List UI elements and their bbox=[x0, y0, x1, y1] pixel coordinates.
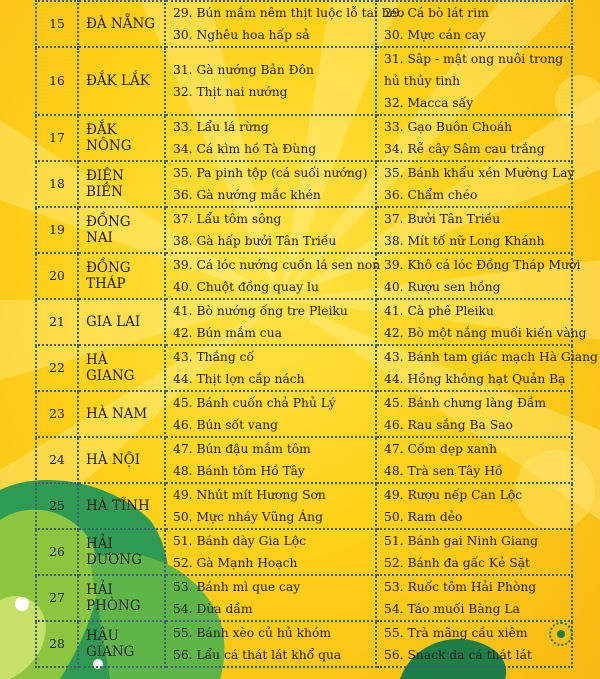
row-number-text: 19 bbox=[49, 223, 65, 237]
product-item: 35. Bánh khẩu xén Mường Lay bbox=[384, 166, 575, 180]
province-name bbox=[78, 529, 165, 575]
product-cell bbox=[376, 575, 572, 621]
dish-item: 38. Gà hấp bưởi Tân Triều bbox=[173, 234, 337, 248]
row-number-text: 24 bbox=[49, 453, 65, 467]
dish-cell bbox=[165, 575, 376, 621]
table-row bbox=[36, 1, 572, 47]
product-item: 47. Cốm dẹp xanh bbox=[384, 442, 498, 456]
province-name bbox=[78, 483, 165, 529]
product-cell bbox=[376, 1, 572, 47]
province-name bbox=[78, 1, 165, 47]
dish-cell bbox=[165, 299, 376, 345]
province-name-text: ĐỒNG NAI bbox=[86, 214, 131, 246]
product-item: 34. Rễ cây Sâm cau trắng bbox=[384, 142, 545, 156]
province-name-text: ĐẮK LẮK bbox=[86, 73, 150, 89]
product-item: 54. Táo muối Bàng La bbox=[384, 602, 520, 616]
dish-item: 34. Cá kìm hồ Tà Đùng bbox=[173, 142, 317, 156]
table-body bbox=[36, 1, 598, 667]
table-row bbox=[36, 207, 572, 253]
product-item: 33. Gạo Buôn Choáh bbox=[384, 120, 513, 134]
product-item: 39. Khô cá lóc Đồng Tháp Mười bbox=[384, 258, 581, 272]
product-item: 52. Bánh đa gấc Kẻ Sặt bbox=[384, 556, 530, 570]
product-item: 42. Bò một nắng muối kiến vàng bbox=[384, 326, 587, 340]
province-name bbox=[78, 621, 165, 667]
dish-item: 42. Bún mắm cua bbox=[173, 326, 282, 340]
dish-cell bbox=[165, 345, 376, 391]
province-name-text: GIA LAI bbox=[86, 314, 141, 330]
row-number-text: 20 bbox=[49, 269, 65, 283]
dish-item: 47. Bún đậu mắm tôm bbox=[173, 442, 311, 456]
dish-cell bbox=[165, 253, 381, 299]
province-name bbox=[78, 207, 165, 253]
dish-item: 44. Thịt lợn cắp nách bbox=[173, 372, 305, 386]
product-cell bbox=[376, 115, 572, 161]
table-row bbox=[36, 115, 572, 161]
product-item: 51. Bánh gai Ninh Giang bbox=[384, 534, 538, 548]
dish-item: 52. Gà Mạnh Hoạch bbox=[173, 556, 298, 570]
row-number bbox=[36, 1, 78, 47]
table-row bbox=[36, 483, 572, 529]
province-name-text: HÀ TĨNH bbox=[86, 498, 150, 514]
dish-cell bbox=[165, 1, 405, 47]
row-number bbox=[36, 161, 78, 207]
table-row bbox=[36, 437, 572, 483]
product-cell bbox=[376, 621, 572, 667]
table-row bbox=[36, 621, 572, 667]
product-item: 41. Cà phê Pleiku bbox=[384, 304, 494, 318]
province-name-text: ĐỒNG THÁP bbox=[86, 260, 131, 292]
product-cell bbox=[376, 391, 572, 437]
product-cell bbox=[376, 437, 572, 483]
specialty-table-wrapper bbox=[35, 0, 598, 662]
province-name-text: HẢI DƯƠNG bbox=[86, 536, 142, 568]
product-cell bbox=[376, 345, 598, 391]
dish-item: 36. Gà nướng mắc khén bbox=[173, 188, 321, 202]
table-row bbox=[36, 47, 572, 115]
dish-item: 41. Bò nướng ống tre Pleiku bbox=[173, 304, 348, 318]
table-row bbox=[36, 345, 572, 391]
province-name-text: HÀ NAM bbox=[86, 406, 148, 422]
dish-item: 32. Thịt nai nướng bbox=[173, 85, 288, 99]
product-item: 38. Mít tố nữ Long Khánh bbox=[384, 234, 545, 248]
province-name bbox=[78, 345, 165, 391]
row-number bbox=[36, 437, 78, 483]
row-number bbox=[36, 299, 78, 345]
row-number-text: 23 bbox=[49, 407, 65, 421]
table-row bbox=[36, 253, 572, 299]
province-name bbox=[78, 391, 165, 437]
product-item: 53. Ruốc tôm Hải Phòng bbox=[384, 580, 537, 594]
dish-cell bbox=[165, 115, 376, 161]
dish-item: 31. Gà nướng Bản Đôn bbox=[173, 63, 314, 77]
dish-cell bbox=[165, 437, 376, 483]
row-number-text: 22 bbox=[49, 361, 65, 375]
dish-item: 35. Pa pinh tộp (cá suối nướng) bbox=[173, 166, 368, 180]
product-item: 32. Macca sấy bbox=[384, 96, 474, 110]
product-item: 48. Trà sen Tây Hồ bbox=[384, 464, 503, 478]
row-number-text: 25 bbox=[49, 499, 65, 513]
province-name-text: HÀ GIANG bbox=[86, 352, 135, 384]
province-name-text: HẬU GIANG bbox=[86, 628, 135, 660]
dish-item: 45. Bánh cuốn chả Phủ Lý bbox=[173, 396, 336, 410]
dish-cell bbox=[165, 161, 376, 207]
product-cell bbox=[376, 253, 581, 299]
dish-item: 33. Lẩu lá rừng bbox=[173, 120, 269, 134]
dish-item: 40. Chuột đồng quay lu bbox=[173, 280, 319, 294]
dish-item: 37. Lẩu tôm sông bbox=[173, 212, 282, 226]
product-item: 36. Chẩm chéo bbox=[384, 188, 478, 202]
product-item: 50. Ram dẻo bbox=[384, 510, 463, 524]
dish-cell bbox=[165, 621, 376, 667]
product-item: 46. Rau sắng Ba Sao bbox=[384, 418, 513, 432]
corner-circle-icon bbox=[549, 622, 573, 646]
table-row bbox=[36, 391, 572, 437]
province-name bbox=[78, 161, 165, 207]
province-name bbox=[78, 299, 165, 345]
province-name-text: HÀ NỘI bbox=[86, 452, 141, 468]
row-number bbox=[36, 253, 78, 299]
product-item: 56. Snack da cá thát lát bbox=[384, 648, 532, 662]
dish-item: 49. Nhút mít Hương Sơn bbox=[173, 488, 326, 502]
product-item: 44. Hồng không hạt Quản Bạ bbox=[384, 372, 566, 386]
province-name-text: ĐẮK NÔNG bbox=[86, 122, 132, 154]
row-number-text: 28 bbox=[49, 637, 65, 651]
row-number-text: 17 bbox=[49, 131, 65, 145]
row-number bbox=[36, 391, 78, 437]
table-row bbox=[36, 529, 572, 575]
dish-item: 30. Nghêu hoa hấp sả bbox=[173, 28, 310, 42]
product-item: 49. Rượu nếp Can Lộc bbox=[384, 488, 523, 502]
row-number bbox=[36, 207, 78, 253]
row-number bbox=[36, 529, 78, 575]
dish-item: 54. Dừa dầm bbox=[173, 602, 253, 616]
province-name-text: ĐIỆN BIÊN bbox=[86, 168, 124, 200]
row-number-text: 18 bbox=[49, 177, 65, 191]
table-row bbox=[36, 575, 572, 621]
province-name-text: HẢI PHÒNG bbox=[86, 582, 141, 614]
province-name bbox=[78, 575, 165, 621]
dish-cell bbox=[165, 391, 376, 437]
dish-item: 29. Bún mắm nêm thịt luộc lỗ tai heo bbox=[173, 6, 405, 20]
row-number bbox=[36, 483, 78, 529]
product-item: 40. Rượu sen hồng bbox=[384, 280, 501, 294]
row-number-text: 27 bbox=[49, 591, 65, 605]
dish-item: 50. Mực nháy Vũng Áng bbox=[173, 510, 323, 524]
product-cell bbox=[376, 207, 572, 253]
dish-item: 48. Bánh tôm Hồ Tây bbox=[173, 464, 305, 478]
dish-item: 39. Cá lóc nướng cuốn lá sen non bbox=[173, 258, 381, 272]
row-number-text: 26 bbox=[49, 545, 65, 559]
product-item: 43. Bánh tam giác mạch Hà Giang bbox=[384, 350, 598, 364]
table-row bbox=[36, 161, 572, 207]
dish-cell bbox=[165, 47, 376, 115]
row-number bbox=[36, 115, 78, 161]
row-number bbox=[36, 621, 78, 667]
row-number bbox=[36, 575, 78, 621]
product-item: 45. Bánh chưng làng Đầm bbox=[384, 396, 547, 410]
dish-cell bbox=[165, 529, 376, 575]
province-name bbox=[78, 437, 165, 483]
dish-item: 55. Bánh xèo củ hủ khóm bbox=[173, 626, 332, 640]
province-name bbox=[78, 115, 165, 161]
row-number-text: 16 bbox=[49, 74, 65, 88]
row-number bbox=[36, 345, 78, 391]
table-row bbox=[36, 299, 572, 345]
dish-item: 56. Lẩu cá thát lát khổ qua bbox=[173, 648, 342, 662]
product-item: 55. Trà mãng cầu xiêm bbox=[384, 626, 528, 640]
dish-item: 51. Bánh dày Gia Lộc bbox=[173, 534, 307, 548]
row-number bbox=[36, 47, 78, 115]
dish-item: 43. Thắng cố bbox=[173, 350, 255, 364]
row-number-text: 21 bbox=[49, 315, 65, 329]
province-name bbox=[78, 253, 165, 299]
specialty-table bbox=[35, 0, 598, 668]
dish-item: 53. Bánh mì que cay bbox=[173, 580, 301, 594]
product-item: 31. Sâp - mật ong nuôi trong hủ thủy tinh bbox=[384, 52, 564, 88]
product-cell bbox=[376, 299, 587, 345]
product-item: 37. Bưởi Tân Triều bbox=[384, 212, 501, 226]
product-cell bbox=[376, 47, 572, 115]
dish-cell bbox=[165, 483, 376, 529]
product-cell bbox=[376, 529, 572, 575]
product-cell bbox=[376, 483, 572, 529]
product-item: 29. Cá bò lát rim bbox=[384, 6, 489, 20]
product-item: 30. Mực cán cay bbox=[384, 28, 486, 42]
dish-item: 46. Bún sốt vang bbox=[173, 418, 279, 432]
product-cell bbox=[376, 161, 575, 207]
row-number-text: 15 bbox=[49, 17, 65, 31]
dish-cell bbox=[165, 207, 376, 253]
province-name-text: ĐÀ NẴNG bbox=[86, 16, 156, 32]
province-name bbox=[78, 47, 165, 115]
